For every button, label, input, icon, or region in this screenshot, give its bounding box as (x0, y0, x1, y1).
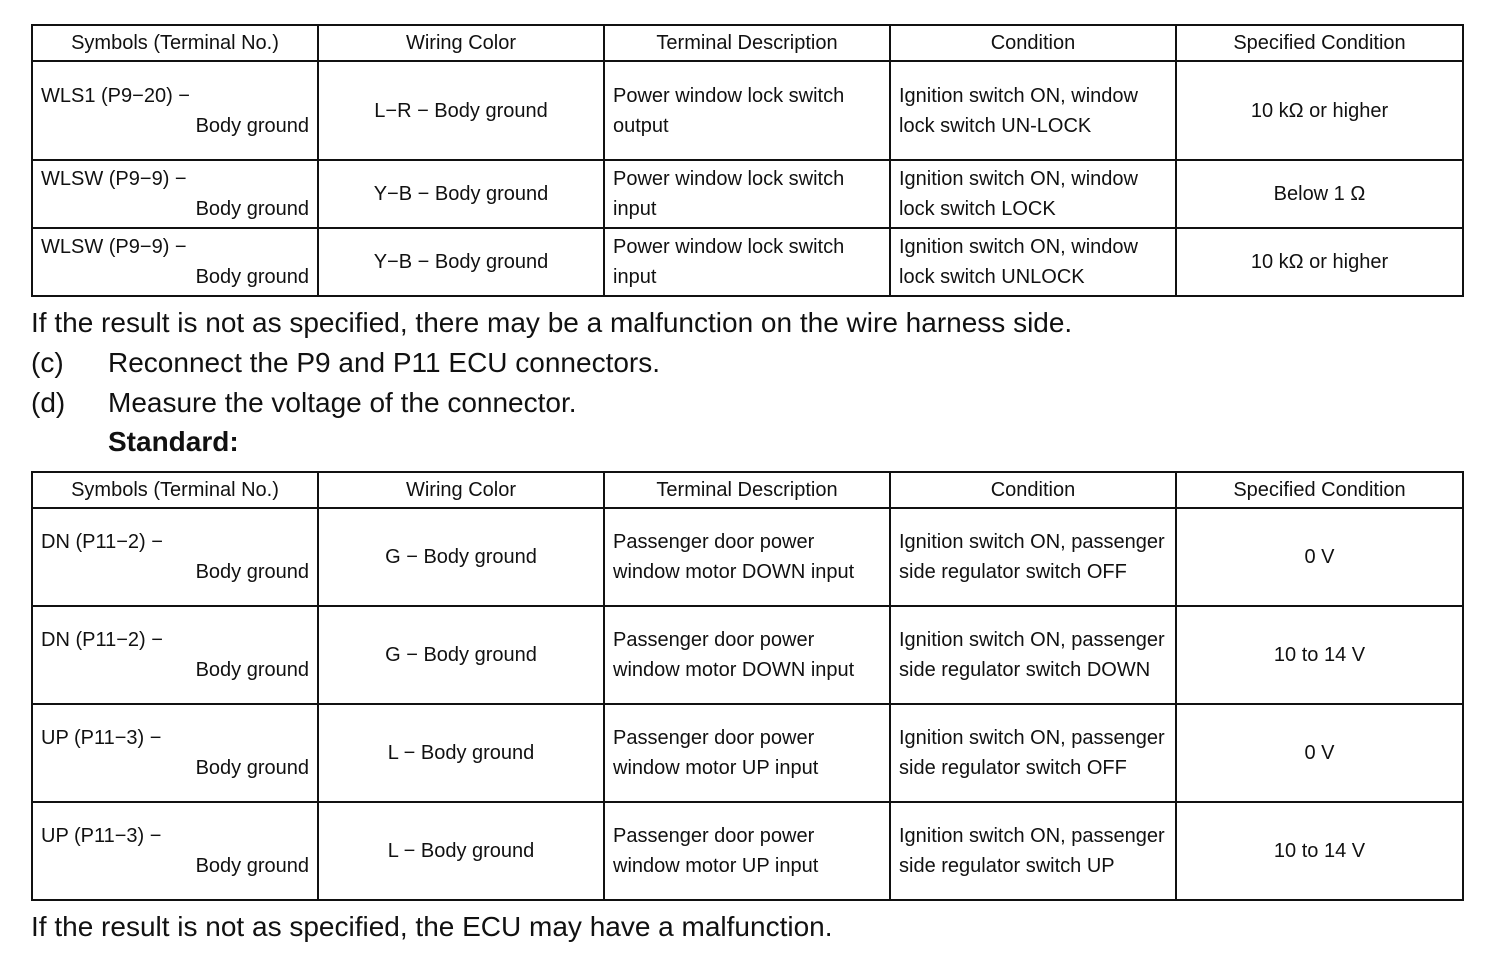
condition-cell: Ignition switch ON, passenger side regulator switch DOWN (890, 606, 1176, 704)
table-row (32, 606, 1463, 704)
symbol-cell (32, 160, 318, 228)
specified-condition-cell: 0 V (1176, 704, 1463, 802)
symbol-text: DN (P11−2) − (41, 629, 163, 651)
condition-cell: Ignition switch ON, passenger side regulator switch OFF (890, 704, 1176, 802)
header-wiring-color: Wiring Color (318, 25, 604, 61)
harness-note: If the result is not as specified, there may be a malfunction on the wire harness side. (31, 307, 1073, 338)
specified-condition-cell: 10 kΩ or higher (1176, 228, 1463, 296)
terminal-description-cell: Passenger door power window motor UP input (604, 704, 890, 802)
wiring-color-cell: Y−B − Body ground (318, 228, 604, 296)
symbol-cell (32, 228, 318, 296)
header-terminal-description: Terminal Description (604, 25, 890, 61)
condition-cell: Ignition switch ON, window lock switch UN-LOCK (890, 61, 1176, 160)
header-condition: Condition (890, 472, 1176, 508)
symbol-text: DN (P11−2) − (41, 531, 163, 553)
specified-condition-cell: 0 V (1176, 508, 1463, 606)
symbol-ground-text: Body ground (195, 266, 309, 288)
condition-cell: Ignition switch ON, passenger side regulator switch OFF (890, 508, 1176, 606)
condition-cell: Ignition switch ON, window lock switch UNLOCK (890, 228, 1176, 296)
symbol-text: WLSW (P9−9) − (41, 168, 187, 190)
symbol-cell (32, 61, 318, 160)
symbol-text: WLSW (P9−9) − (41, 236, 187, 258)
wiring-color-cell: Y−B − Body ground (318, 160, 604, 228)
table-header-row (32, 472, 1463, 508)
symbol-cell (32, 508, 318, 606)
step-d-label: (d) (31, 387, 66, 418)
terminal-description-cell: Power window lock switch input (604, 228, 890, 296)
symbol-cell (32, 802, 318, 900)
terminal-description-cell: Passenger door power window motor DOWN input (604, 508, 890, 606)
header-terminal-description: Terminal Description (604, 472, 890, 508)
terminal-description-cell: Passenger door power window motor DOWN input (604, 606, 890, 704)
terminal-description-cell: Passenger door power window motor UP input (604, 802, 890, 900)
resistance-spec-table (31, 24, 1464, 297)
wiring-color-cell: L−R − Body ground (318, 61, 604, 160)
header-wiring-color: Wiring Color (318, 472, 604, 508)
symbol-ground-text: Body ground (195, 659, 309, 681)
symbol-ground-text: Body ground (195, 561, 309, 583)
symbol-cell (32, 704, 318, 802)
symbol-text: UP (P11−3) − (41, 727, 162, 749)
table-row (32, 228, 1463, 296)
wiring-color-cell: G − Body ground (318, 606, 604, 704)
condition-cell: Ignition switch ON, window lock switch LOCK (890, 160, 1176, 228)
step-d-text: Measure the voltage of the connector. (108, 387, 577, 418)
symbol-ground-text: Body ground (195, 855, 309, 877)
symbol-ground-text: Body ground (195, 757, 309, 779)
step-c-text: Reconnect the P9 and P11 ECU connectors. (108, 347, 661, 378)
symbol-ground-text: Body ground (195, 198, 309, 220)
condition-cell: Ignition switch ON, passenger side regulator switch UP (890, 802, 1176, 900)
wiring-color-cell: L − Body ground (318, 704, 604, 802)
header-specified-condition: Specified Condition (1176, 25, 1463, 61)
symbol-text: UP (P11−3) − (41, 825, 162, 847)
header-condition: Condition (890, 25, 1176, 61)
wiring-color-cell: L − Body ground (318, 802, 604, 900)
header-symbols: Symbols (Terminal No.) (32, 472, 318, 508)
specified-condition-cell: Below 1 Ω (1176, 160, 1463, 228)
wiring-color-cell: G − Body ground (318, 508, 604, 606)
ecu-note: If the result is not as specified, the ECU may have a malfunction. (31, 911, 833, 942)
symbol-ground-text: Body ground (195, 114, 309, 137)
standard-label: Standard: (108, 426, 239, 457)
terminal-description-cell: Power window lock switch output (604, 61, 890, 160)
terminal-description-cell: Power window lock switch input (604, 160, 890, 228)
table-row (32, 802, 1463, 900)
symbol-text: WLS1 (P9−20) − (41, 84, 190, 107)
step-c-label: (c) (31, 347, 64, 378)
specified-condition-cell: 10 kΩ or higher (1176, 61, 1463, 160)
table-row (32, 61, 1463, 160)
table-row (32, 508, 1463, 606)
header-specified-condition: Specified Condition (1176, 472, 1463, 508)
specified-condition-cell: 10 to 14 V (1176, 606, 1463, 704)
specified-condition-cell: 10 to 14 V (1176, 802, 1463, 900)
table-header-row (32, 25, 1463, 61)
table-row (32, 704, 1463, 802)
table-row (32, 160, 1463, 228)
step-c (31, 346, 660, 380)
header-symbols: Symbols (Terminal No.) (32, 25, 318, 61)
step-d (31, 386, 577, 420)
symbol-cell (32, 606, 318, 704)
voltage-spec-table (31, 471, 1464, 901)
